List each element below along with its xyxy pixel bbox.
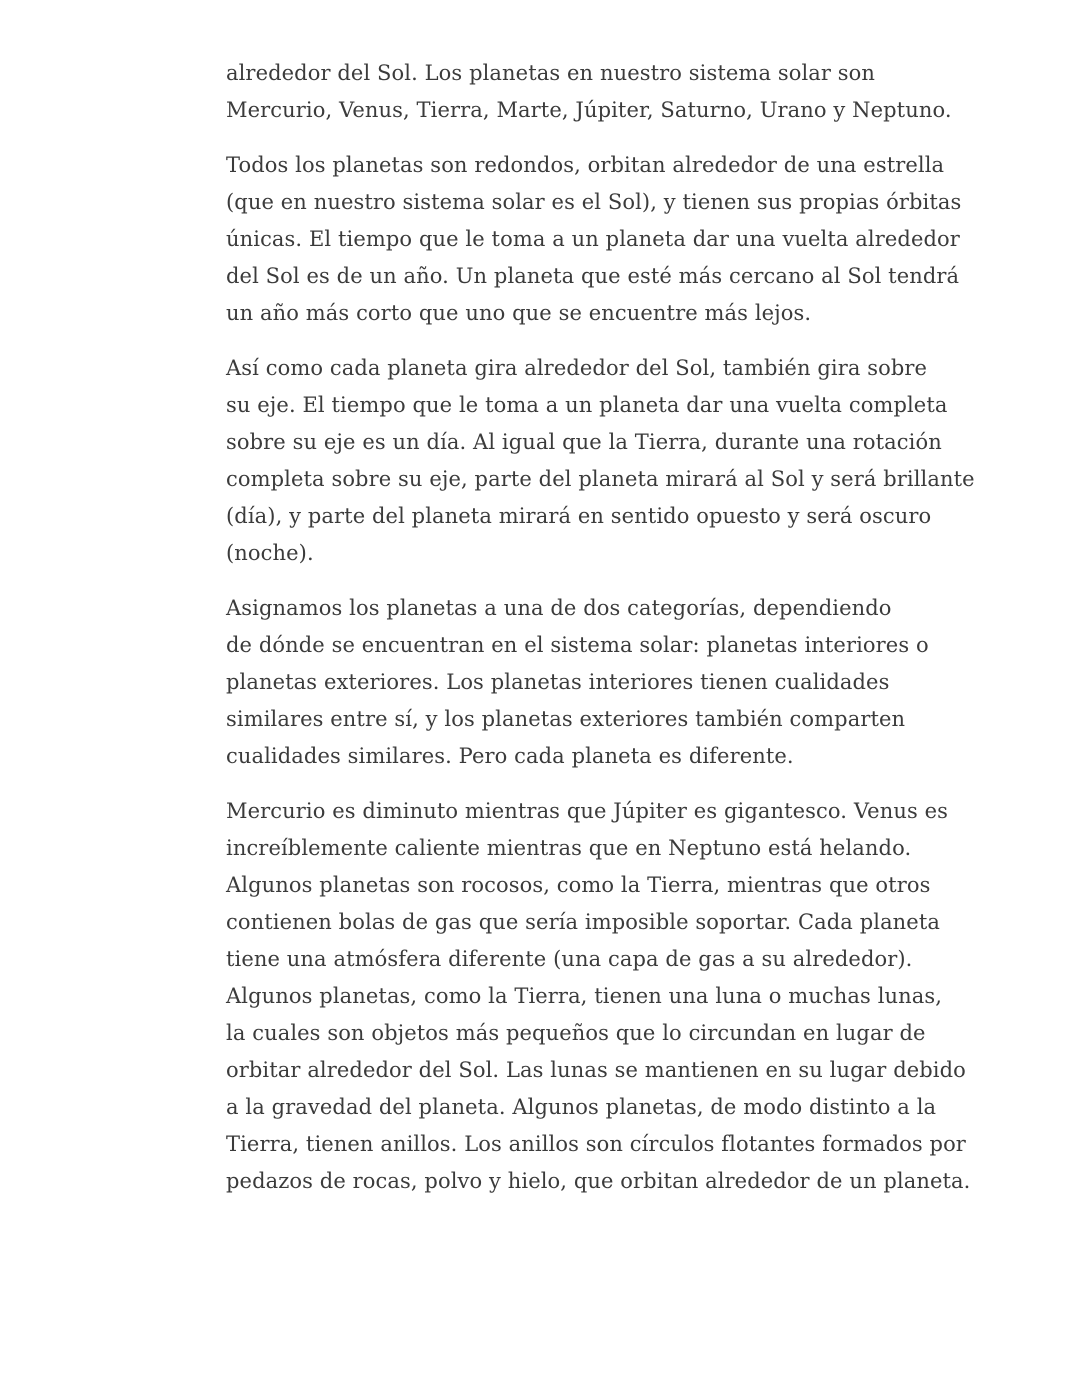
paragraph-2 [226, 147, 1026, 332]
text-line: Algunos planetas son rocosos, como la Tierra, mientras que otros [226, 873, 931, 897]
paragraph-5 [226, 793, 1026, 1200]
text-line: planetas exteriores. Los planetas interiores tienen cualidades [226, 670, 890, 694]
text-line: la cuales son objetos más pequeños que lo circundan en lugar de [226, 1021, 926, 1045]
text-line: (que en nuestro sistema solar es el Sol), y tienen sus propias órbitas [226, 190, 962, 214]
paragraph-1 [226, 55, 1026, 129]
text-line: alrededor del Sol. Los planetas en nuestro sistema solar son [226, 61, 876, 85]
text-line: del Sol es de un año. Un planeta que esté más cercano al Sol tendrá [226, 264, 960, 288]
text-line: su eje. El tiempo que le toma a un planeta dar una vuelta completa [226, 393, 948, 417]
paragraph-3 [226, 350, 1026, 572]
text-line: Tierra, tienen anillos. Los anillos son círculos flotantes formados por [226, 1132, 966, 1156]
text-line: un año más corto que uno que se encuentre más lejos. [226, 301, 812, 325]
text-line: Mercurio es diminuto mientras que Júpiter es gigantesco. Venus es [226, 799, 949, 823]
text-line: únicas. El tiempo que le toma a un planeta dar una vuelta alrededor [226, 227, 960, 251]
text-line: a la gravedad del planeta. Algunos planetas, de modo distinto a la [226, 1095, 937, 1119]
text-line: completa sobre su eje, parte del planeta mirará al Sol y será brillante [226, 467, 975, 491]
text-line: Así como cada planeta gira alrededor del Sol, también gira sobre [226, 356, 928, 380]
text-line: (día), y parte del planeta mirará en sentido opuesto y será oscuro [226, 504, 932, 528]
text-line: Asignamos los planetas a una de dos categorías, dependiendo [226, 596, 892, 620]
text-line: Todos los planetas son redondos, orbitan alrededor de una estrella [226, 153, 945, 177]
text-line: Mercurio, Venus, Tierra, Marte, Júpiter, Saturno, Urano y Neptuno. [226, 98, 952, 122]
text-line: cualidades similares. Pero cada planeta es diferente. [226, 744, 794, 768]
text-line: pedazos de rocas, polvo y hielo, que orbitan alrededor de un planeta. [226, 1169, 971, 1193]
text-line: Algunos planetas, como la Tierra, tienen una luna o muchas lunas, [226, 984, 943, 1008]
paragraph-4 [226, 590, 1026, 775]
text-line: orbitar alrededor del Sol. Las lunas se mantienen en su lugar debido [226, 1058, 966, 1082]
text-line: increíblemente caliente mientras que en Neptuno está helando. [226, 836, 912, 860]
text-line: tiene una atmósfera diferente (una capa de gas a su alrededor). [226, 947, 913, 971]
text-line: sobre su eje es un día. Al igual que la Tierra, durante una rotación [226, 430, 942, 454]
text-line: contienen bolas de gas que sería imposible soportar. Cada planeta [226, 910, 940, 934]
text-line: similares entre sí, y los planetas exteriores también comparten [226, 707, 906, 731]
text-line: de dónde se encuentran en el sistema solar: planetas interiores o [226, 633, 929, 657]
document-body [226, 55, 1026, 1218]
text-line: (noche). [226, 541, 314, 565]
